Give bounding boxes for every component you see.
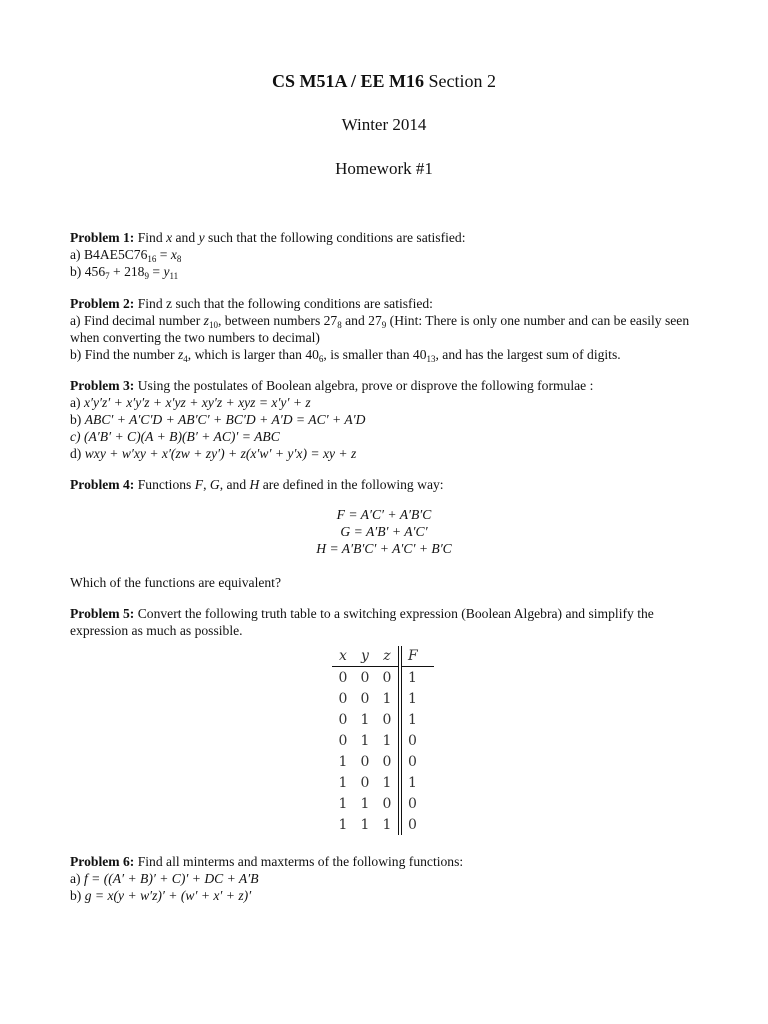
problem-1-part-b: b) $456_7 + 218_9 = y_{11}$ <box>70 264 179 281</box>
truth-table-cell: 0 <box>382 795 392 812</box>
problem-4 <box>70 476 700 493</box>
problem-6 <box>70 853 700 904</box>
truth-table-cell: 1 <box>360 711 370 728</box>
header-f: F <box>400 646 434 667</box>
truth-table-cell: 1 <box>360 816 370 833</box>
truth-table-cell: 1 <box>338 816 348 833</box>
truth-table-cell: 0 <box>400 793 434 814</box>
problem-3-part-c: c) (A′B′ + C)(A + B)(B′ + AC)′ = ABC <box>70 429 280 444</box>
truth-table-row <box>332 814 434 835</box>
problem-4-statement: Problem 4: Functions F, G, and H are defined in the following way: <box>70 477 444 492</box>
equivalence-question: Which of the functions are equivalent? <box>70 575 281 590</box>
truth-table-row <box>332 709 434 730</box>
equation-h: H = A′B′C′ + A′C′ + B′C <box>316 541 452 556</box>
truth-table-cell: 0 <box>382 669 392 686</box>
problem-6-part-a: a) f = ((A′ + B)′ + C)′ + DC + A′B <box>70 871 259 886</box>
truth-table-row <box>332 730 434 751</box>
truth-table-cell: 0 <box>338 690 348 707</box>
problem-1-part-a: a) $B4AE5C76_{16} = x_8$ <box>70 247 182 264</box>
term-title: Winter 2014 <box>341 115 427 134</box>
truth-table-row <box>332 751 434 772</box>
truth-table <box>332 646 434 835</box>
truth-table-row <box>332 772 434 793</box>
truth-table-cell: 1 <box>382 816 392 833</box>
truth-table-cell: 1 <box>382 774 392 791</box>
truth-table-cell: 0 <box>338 669 348 686</box>
truth-table-cell: 1 <box>400 772 434 793</box>
truth-table-cell: 0 <box>360 774 370 791</box>
truth-table-cell: 1 <box>400 688 434 709</box>
truth-table-cell: 0 <box>338 711 348 728</box>
homework-title: Homework #1 <box>335 159 433 178</box>
truth-table-header <box>332 646 434 667</box>
problem-5-statement: Problem 5: Convert the following truth table to a switching expression (Boolean Algebra) and simplify the expression as much as possible. <box>70 606 654 638</box>
truth-table-cell: 1 <box>338 753 348 770</box>
problem-2-statement: Problem 2: Find z such that the following conditions are satisfied: <box>70 296 433 311</box>
problem-3-statement: Problem 3: Using the postulates of Boolean algebra, prove or disprove the following formulae : <box>70 378 594 393</box>
truth-table-cell: 0 <box>360 753 370 770</box>
problem-2-part-b: b) Find the number $z_4$, which is larger than $40_6$, is smaller than $40_{13}$, and has the largest sum of digits. <box>70 347 621 364</box>
problem-2-part-a: a) Find decimal number $z_{10}$, between numbers $27_8$ and $27_9$ (Hint: There is only one number and can be easily seen when converting the two numbers to decimal) <box>70 313 690 345</box>
problem-3-part-b: b) ABC′ + A′C′D + AB′C′ + BC′D + A′D = AC′ + A′D <box>70 412 366 427</box>
truth-table-cell: 1 <box>360 795 370 812</box>
header-z: z <box>376 646 400 667</box>
problem-6-part-b: b) g = x(y + w′z)′ + (w′ + x′ + z)′ <box>70 888 252 903</box>
problem-6-statement: Problem 6: Find all minterms and maxterms of the following functions: <box>70 854 464 869</box>
truth-table-cell: 1 <box>382 690 392 707</box>
truth-table-row <box>332 793 434 814</box>
problem-3 <box>70 377 700 462</box>
truth-table-cell: 1 <box>338 774 348 791</box>
problem-1 <box>70 229 700 280</box>
truth-table-row <box>332 667 434 689</box>
problem-1-statement: Problem 1: Find x and y such that the following conditions are satisfied: <box>70 230 466 245</box>
header-x: x <box>332 646 354 667</box>
truth-table-cell: 0 <box>360 669 370 686</box>
problem-3-part-a: a) x′y′z′ + x′y′z + x′yz + xy′z + xyz = x′y′ + z <box>70 395 311 410</box>
problem-2 <box>70 295 700 363</box>
truth-table-cell: 1 <box>382 732 392 749</box>
problem-3-part-d: d) wxy + w′xy + x′(zw + zy′) + z(x′w′ + y′x) = xy + z <box>70 446 357 461</box>
truth-table-cell: 0 <box>400 814 434 835</box>
truth-table-cell: 1 <box>360 732 370 749</box>
equation-g: G = A′B′ + A′C′ <box>340 524 428 539</box>
truth-table-cell: 1 <box>400 709 434 730</box>
truth-table-cell: 0 <box>382 711 392 728</box>
truth-table-cell: 0 <box>360 690 370 707</box>
equation-f: F = A′C′ + A′B′C <box>336 507 432 522</box>
truth-table-cell: 0 <box>400 730 434 751</box>
course-title: CS M51A / EE M16 Section 2 <box>271 71 496 91</box>
truth-table-cell: 0 <box>338 732 348 749</box>
truth-table-row <box>332 688 434 709</box>
truth-table-cell: 0 <box>382 753 392 770</box>
problem-4-question <box>70 574 700 591</box>
truth-table-cell: 1 <box>338 795 348 812</box>
truth-table-cell: 0 <box>400 751 434 772</box>
truth-table-cell: 1 <box>400 667 434 689</box>
problem-5 <box>70 605 700 639</box>
function-definitions <box>0 506 768 557</box>
header-y: y <box>354 646 376 667</box>
